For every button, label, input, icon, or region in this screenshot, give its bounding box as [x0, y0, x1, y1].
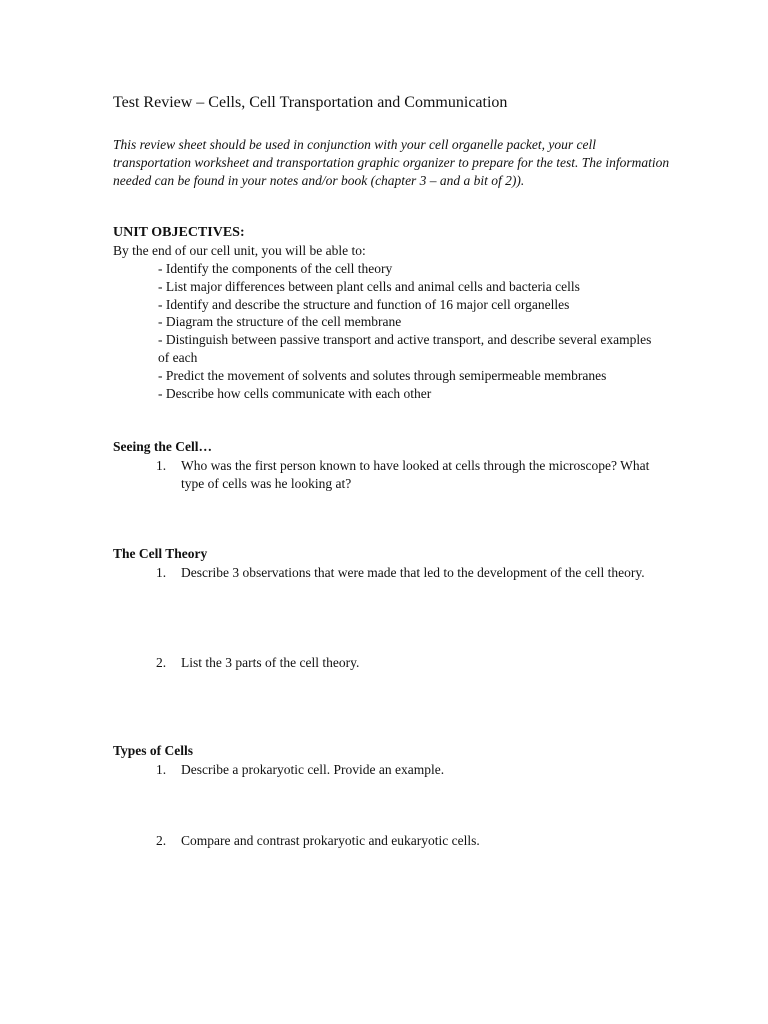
question-text: Describe a prokaryotic cell. Provide an example.: [181, 762, 445, 777]
question-text: Describe 3 observations that were made that led to the development of the cell theory.: [181, 565, 645, 580]
section-heading-cell-theory: The Cell Theory: [113, 546, 208, 561]
document-title: Test Review – Cells, Cell Transportation and Communication: [113, 94, 508, 111]
question-text: Compare and contrast prokaryotic and eukaryotic cells.: [181, 833, 480, 848]
question-text: Who was the first person known to have looked at cells through the microscope? What type of cells was he looking at?: [181, 458, 650, 491]
objective-item: - Identify and describe the structure and function of 16 major cell organelles: [158, 296, 570, 312]
question-text: List the 3 parts of the cell theory.: [181, 655, 360, 670]
question-item: [113, 457, 673, 493]
objective-item: - Predict the movement of solvents and solutes through semipermeable membranes: [158, 367, 607, 383]
objective-item: - List major differences between plant cells and animal cells and bacteria cells: [158, 278, 580, 294]
question-item: [113, 761, 673, 779]
question-number: 1.: [156, 565, 167, 580]
intro-paragraph: This review sheet should be used in conjunction with your cell organelle packet, your cell transportation worksheet and transportation graphic organizer to prepare for the test. The information needed can be found in your notes and/or book (chapter 3 – and a bit of 2)).: [113, 137, 670, 188]
question-number: 2.: [156, 655, 167, 670]
section-heading-seeing-the-cell: Seeing the Cell…: [113, 439, 212, 454]
question-number: 1.: [156, 458, 167, 473]
objectives-list: [158, 260, 658, 402]
objectives-lead: By the end of our cell unit, you will be able to:: [113, 243, 366, 258]
objective-item: - Distinguish between passive transport and active transport, and describe several examples of each: [158, 332, 652, 365]
section-heading-types-of-cells: Types of Cells: [113, 743, 193, 758]
objectives-heading: UNIT OBJECTIVES:: [113, 225, 245, 240]
objective-item: - Describe how cells communicate with each other: [158, 385, 432, 401]
question-number: 1.: [156, 762, 167, 777]
question-item: [113, 654, 673, 672]
question-item: [113, 832, 673, 850]
objective-item: - Identify the components of the cell theory: [158, 261, 393, 276]
question-item: [113, 564, 673, 582]
objective-item: - Diagram the structure of the cell membrane: [158, 314, 402, 330]
question-number: 2.: [156, 833, 167, 848]
